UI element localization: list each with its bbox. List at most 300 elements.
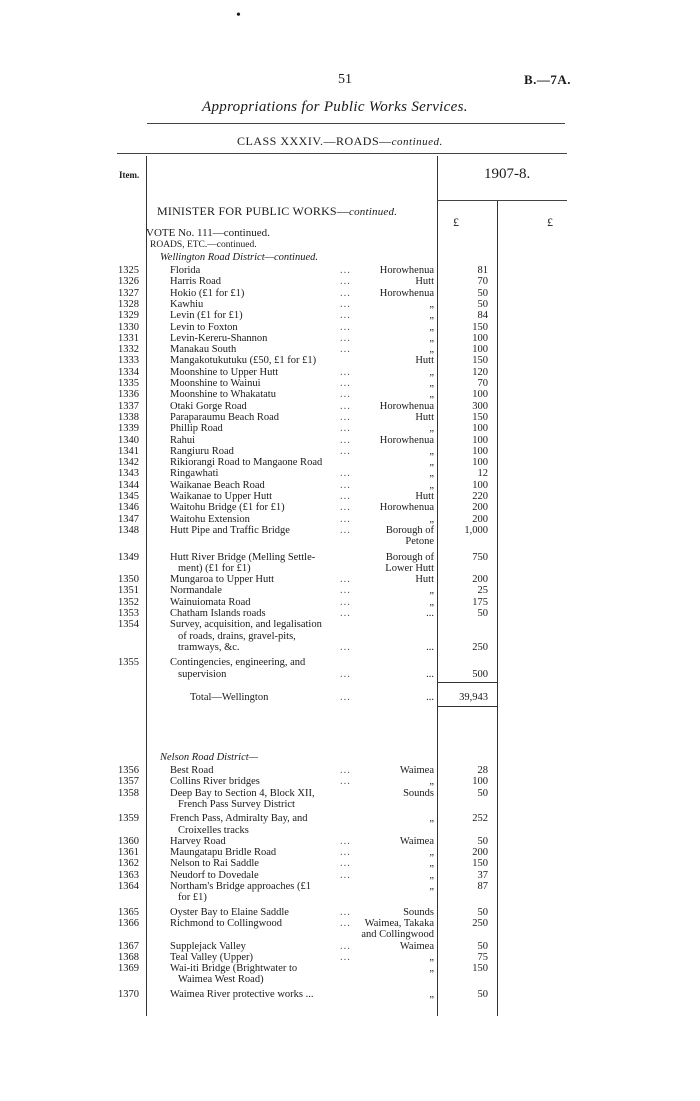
item-description: Oyster Bay to Elaine Saddle xyxy=(170,906,289,918)
item-description: Wai-iti Bridge (Brightwater to xyxy=(170,963,298,975)
item-description: Maungatapu Bridle Road xyxy=(170,847,277,859)
item-number: 1333 xyxy=(118,355,139,367)
table-row xyxy=(0,858,700,870)
item-location: „ xyxy=(429,596,434,608)
table-row xyxy=(0,446,700,458)
item-amount: 150 xyxy=(472,355,488,367)
item-description: Manakau South xyxy=(170,344,237,356)
item-location: „ xyxy=(429,423,434,435)
item-amount: 50 xyxy=(477,906,488,918)
leader-dots: ... xyxy=(340,332,351,344)
item-amount: 175 xyxy=(472,596,488,608)
item-description: Hutt Pipe and Traffic Bridge xyxy=(170,524,290,536)
item-number: 1348 xyxy=(118,524,139,536)
item-location: Petone xyxy=(405,536,434,548)
item-location: ... xyxy=(426,641,434,653)
item-number: 1362 xyxy=(118,858,139,870)
item-location: „ xyxy=(429,321,434,333)
item-number: 1357 xyxy=(118,776,139,788)
table-row xyxy=(0,491,700,503)
leader-dots: ... xyxy=(340,366,351,378)
table-row xyxy=(0,525,700,537)
table-row xyxy=(0,788,700,800)
item-description: Mangakotukutuku (£50, £1 for £1) xyxy=(170,355,317,367)
item-location: Waimea xyxy=(399,835,434,847)
leader-dots: ... xyxy=(340,641,351,653)
table-row xyxy=(0,597,700,609)
item-number: 1343 xyxy=(118,468,139,480)
item-number: 1334 xyxy=(118,366,139,378)
leader-dots: ... xyxy=(340,513,351,525)
item-location: Hutt xyxy=(415,276,434,288)
item-description: French Pass, Admiralty Bay, and xyxy=(170,813,308,825)
item-description: Teal Valley (Upper) xyxy=(170,951,254,963)
item-description: Florida xyxy=(170,265,201,276)
item-location: Hutt xyxy=(415,355,434,367)
item-description: Kawhiu xyxy=(170,298,204,310)
class-subtitle: CLASS XXXIV.—ROADS—continued. xyxy=(237,134,443,148)
item-description: Waitohu Bridge (£1 for £1) xyxy=(170,502,285,514)
pound-header-2: £ xyxy=(547,215,553,229)
item-location: Waimea xyxy=(399,940,434,952)
item-amount: 100 xyxy=(472,479,488,491)
item-description: Mungaroa to Upper Hutt xyxy=(170,574,275,586)
item-amount: 252 xyxy=(472,813,488,825)
item-location: Borough of xyxy=(385,551,434,563)
nelson-heading: Nelson Road District— xyxy=(160,752,259,763)
item-location: „ xyxy=(429,298,434,310)
item-description: Rikiorangi Road to Mangaone Road xyxy=(170,457,323,469)
item-description: tramways, &c. xyxy=(178,641,240,653)
leader-dots: ... xyxy=(340,502,351,514)
leader-dots: ... xyxy=(340,585,351,597)
document-reference: B.—7A. xyxy=(524,72,572,87)
item-description: Paraparaumu Beach Road xyxy=(170,411,280,423)
table-row xyxy=(0,619,700,631)
item-amount: 37 xyxy=(477,869,488,881)
table-row xyxy=(0,963,700,975)
item-location: ... xyxy=(426,668,434,680)
item-amount: 220 xyxy=(472,491,488,502)
item-location: and Collingwood xyxy=(361,929,434,941)
item-description: of roads, drains, gravel-pits, xyxy=(178,630,296,642)
item-number: 1367 xyxy=(118,940,139,952)
item-location: ... xyxy=(426,691,434,703)
total-label: Total—Wellington xyxy=(190,691,269,703)
item-description: Wainuiomata Road xyxy=(170,596,251,608)
table-row xyxy=(0,265,700,277)
table-row xyxy=(0,310,700,322)
item-description: Croixelles tracks xyxy=(178,824,249,836)
table-row xyxy=(0,941,700,953)
table-row xyxy=(0,468,700,480)
leader-dots: ... xyxy=(340,847,351,859)
table-row xyxy=(0,692,700,704)
leader-dots: ... xyxy=(340,411,351,423)
item-number: 1328 xyxy=(118,298,139,310)
leader-dots: ... xyxy=(340,776,351,788)
item-description: Richmond to Collingwood xyxy=(170,917,283,929)
item-amount: 81 xyxy=(477,265,488,276)
item-amount: 50 xyxy=(477,835,488,847)
item-description: Deep Bay to Section 4, Block XII, xyxy=(170,787,315,799)
item-number: 1356 xyxy=(118,765,139,776)
item-location: „ xyxy=(429,847,434,859)
leader-dots: ... xyxy=(340,491,351,502)
item-description: Levin-Kereru-Shannon xyxy=(170,332,268,344)
year-header: 1907-8. xyxy=(484,166,531,182)
item-location: Waimea xyxy=(399,765,434,776)
table-row xyxy=(0,401,700,413)
leader-dots: ... xyxy=(340,276,351,288)
item-amount: 87 xyxy=(477,881,488,892)
table-row xyxy=(0,355,700,367)
item-location: Sounds xyxy=(403,787,434,799)
item-description: Contingencies, engineering, and xyxy=(170,657,306,669)
item-description: French Pass Survey District xyxy=(178,798,295,810)
item-location: Sounds xyxy=(403,906,434,918)
table-row xyxy=(0,836,700,848)
leader-dots: ... xyxy=(340,434,351,446)
item-description: Levin to Foxton xyxy=(170,321,238,333)
table-row xyxy=(0,881,700,893)
table-row xyxy=(0,813,700,825)
leader-dots: ... xyxy=(340,951,351,963)
item-description: Rangiuru Road xyxy=(170,445,234,457)
item-amount: 25 xyxy=(477,585,488,597)
table-row xyxy=(0,288,700,300)
item-number: 1355 xyxy=(118,657,139,669)
item-amount: 1,000 xyxy=(464,524,488,536)
item-location: „ xyxy=(429,332,434,344)
total-bottom-rule xyxy=(437,706,497,707)
item-number: 1364 xyxy=(118,881,139,892)
item-location: Horowhenua xyxy=(379,434,434,446)
vote-heading: VOTE No. 111—continued. xyxy=(146,227,270,239)
leader-dots: ... xyxy=(340,765,351,776)
item-location: „ xyxy=(429,344,434,356)
item-location: Horowhenua xyxy=(379,502,434,514)
table-row xyxy=(0,389,700,401)
item-description: Northam's Bridge approaches (£1 xyxy=(170,881,311,892)
item-number: 1330 xyxy=(118,321,139,333)
item-number: 1366 xyxy=(118,917,139,929)
item-amount: 200 xyxy=(472,574,488,586)
item-amount: 100 xyxy=(472,423,488,435)
item-description: Ringawhati xyxy=(170,468,219,480)
item-amount: 100 xyxy=(472,389,488,401)
table-row xyxy=(0,367,700,379)
item-amount: 100 xyxy=(472,434,488,446)
item-description: Moonshine to Wainui xyxy=(170,378,261,389)
item-amount: 200 xyxy=(472,513,488,525)
item-number: 1349 xyxy=(118,551,139,563)
page-title: Appropriations for Public Works Services. xyxy=(202,99,468,115)
table-row xyxy=(0,952,700,964)
item-location: „ xyxy=(429,881,434,892)
item-amount: 150 xyxy=(472,963,488,975)
item-location: „ xyxy=(429,988,434,1000)
item-number: 1347 xyxy=(118,513,139,525)
leader-dots: ... xyxy=(340,310,351,322)
table-row xyxy=(0,514,700,526)
item-amount: 50 xyxy=(477,298,488,310)
item-description: Normandale xyxy=(170,585,222,597)
item-description: Hokio (£1 for £1) xyxy=(170,287,245,299)
item-location: Hutt xyxy=(415,491,434,502)
item-amount: 50 xyxy=(477,940,488,952)
item-number: 1339 xyxy=(118,423,139,435)
leader-dots: ... xyxy=(340,423,351,435)
page-number: 51 xyxy=(338,72,352,87)
item-number: 1369 xyxy=(118,963,139,975)
table-row xyxy=(0,608,700,620)
table-row xyxy=(0,799,700,811)
title-rule xyxy=(147,123,565,124)
top-dot: • xyxy=(236,8,241,23)
leader-dots: ... xyxy=(340,287,351,299)
table-row xyxy=(0,776,700,788)
table-row xyxy=(0,378,700,390)
item-number: 1336 xyxy=(118,389,139,401)
item-location: Horowhenua xyxy=(379,265,434,276)
item-location: „ xyxy=(429,585,434,597)
table-row xyxy=(0,585,700,597)
item-amount: 70 xyxy=(477,276,488,288)
leader-dots: ... xyxy=(340,906,351,918)
item-number: 1340 xyxy=(118,434,139,446)
item-number: 1354 xyxy=(118,619,139,631)
item-number: 1370 xyxy=(118,988,139,1000)
item-location: „ xyxy=(429,869,434,881)
leader-dots: ... xyxy=(340,468,351,480)
table-row xyxy=(0,657,700,669)
table-row xyxy=(0,536,700,548)
table-row xyxy=(0,847,700,859)
item-amount: 150 xyxy=(472,858,488,870)
item-amount: 250 xyxy=(472,917,488,929)
item-description: Phillip Road xyxy=(170,423,223,435)
item-amount: 50 xyxy=(477,988,488,1000)
item-description: Moonshine to Upper Hutt xyxy=(170,366,279,378)
table-row xyxy=(0,870,700,882)
leader-dots: ... xyxy=(340,869,351,881)
item-amount: 150 xyxy=(472,411,488,423)
item-location: Hutt xyxy=(415,574,434,586)
item-location: „ xyxy=(429,310,434,322)
leader-dots: ... xyxy=(340,940,351,952)
item-number: 1329 xyxy=(118,310,139,322)
item-location: „ xyxy=(429,951,434,963)
table-row xyxy=(0,918,700,930)
item-amount: 100 xyxy=(472,344,488,356)
table-row xyxy=(0,299,700,311)
table-top-rule xyxy=(117,153,567,154)
item-number: 1345 xyxy=(118,491,139,502)
wellington-heading: Wellington Road District—continued. xyxy=(160,252,318,263)
item-location: „ xyxy=(429,389,434,401)
item-amount: 12 xyxy=(477,468,488,480)
item-amount: 100 xyxy=(472,457,488,469)
item-amount: 100 xyxy=(472,445,488,457)
item-description: Waikanae Beach Road xyxy=(170,479,265,491)
leader-dots: ... xyxy=(340,344,351,356)
item-description: Survey, acquisition, and legalisation xyxy=(170,619,322,631)
item-amount: 50 xyxy=(477,608,488,619)
item-description: Collins River bridges xyxy=(170,776,260,788)
table-row xyxy=(0,423,700,435)
table-row xyxy=(0,631,700,643)
item-number: 1332 xyxy=(118,344,139,356)
item-description: Waimea River protective works ... xyxy=(170,988,314,1000)
item-description: Otaki Gorge Road xyxy=(170,400,247,412)
item-description: Harris Road xyxy=(170,276,222,288)
item-number: 1360 xyxy=(118,835,139,847)
item-description: Waikanae to Upper Hutt xyxy=(170,491,273,502)
item-location: „ xyxy=(429,468,434,480)
item-amount: 250 xyxy=(472,641,488,653)
item-description: Nelson to Rai Saddle xyxy=(170,858,259,870)
table-row xyxy=(0,929,700,941)
item-amount: 750 xyxy=(472,551,488,563)
table-row xyxy=(0,457,700,469)
table-row xyxy=(0,276,700,288)
leader-dots: ... xyxy=(340,668,351,680)
leader-dots: ... xyxy=(340,445,351,457)
item-number: 1351 xyxy=(118,585,139,597)
item-location: Horowhenua xyxy=(379,400,434,412)
table-row xyxy=(0,989,700,1001)
leader-dots: ... xyxy=(340,608,351,619)
item-location: „ xyxy=(429,963,434,975)
item-description: for £1) xyxy=(178,892,207,904)
item-amount: 200 xyxy=(472,502,488,514)
leader-dots: ... xyxy=(340,389,351,401)
item-amount: 75 xyxy=(477,951,488,963)
table-row xyxy=(0,480,700,492)
table-row xyxy=(0,563,700,575)
leader-dots: ... xyxy=(340,400,351,412)
item-amount: 28 xyxy=(477,765,488,776)
leader-dots: ... xyxy=(340,298,351,310)
table-row xyxy=(0,344,700,356)
item-description: Rahui xyxy=(170,434,196,446)
table-row xyxy=(0,552,700,564)
item-number: 1346 xyxy=(118,502,139,514)
item-description: Waimea West Road) xyxy=(178,974,264,986)
item-location: „ xyxy=(429,813,434,825)
table-row xyxy=(0,907,700,919)
leader-dots: ... xyxy=(340,835,351,847)
roads-heading: ROADS, ETC.—continued. xyxy=(150,240,257,250)
item-amount: 200 xyxy=(472,847,488,859)
table-row xyxy=(0,892,700,904)
table-row xyxy=(0,502,700,514)
item-location: „ xyxy=(429,513,434,525)
item-number: 1331 xyxy=(118,332,139,344)
item-location: „ xyxy=(429,457,434,469)
leader-dots: ... xyxy=(340,265,351,276)
item-location: Lower Hutt xyxy=(385,562,434,574)
item-location: ... xyxy=(426,608,434,619)
item-number: 1352 xyxy=(118,596,139,608)
item-number: 1353 xyxy=(118,608,139,619)
item-description: ment) (£1 for £1) xyxy=(178,562,251,574)
item-amount: 300 xyxy=(472,400,488,412)
leader-dots: ... xyxy=(340,524,351,536)
item-number: 1365 xyxy=(118,906,139,918)
pound-header-1: £ xyxy=(453,215,459,229)
total-rule xyxy=(437,682,497,683)
item-description: supervision xyxy=(178,668,227,680)
item-number: 1325 xyxy=(118,265,139,276)
item-location: Hutt xyxy=(415,411,434,423)
item-number: 1337 xyxy=(118,400,139,412)
table-row xyxy=(0,322,700,334)
item-location: „ xyxy=(429,776,434,788)
item-location: „ xyxy=(429,479,434,491)
item-number: 1338 xyxy=(118,411,139,423)
table-row xyxy=(0,574,700,586)
item-description: Harvey Road xyxy=(170,835,226,847)
leader-dots: ... xyxy=(340,574,351,586)
table-row xyxy=(0,825,700,837)
item-description: Hutt River Bridge (Melling Settle- xyxy=(170,551,316,563)
year-rule xyxy=(437,200,567,201)
leader-dots: ... xyxy=(340,321,351,333)
item-amount: 70 xyxy=(477,378,488,389)
item-number: 1358 xyxy=(118,787,139,799)
item-number: 1341 xyxy=(118,445,139,457)
item-location: Borough of xyxy=(385,524,434,536)
item-amount: 84 xyxy=(477,310,488,322)
table-row xyxy=(0,642,700,654)
item-number: 1335 xyxy=(118,378,139,389)
item-amount: 50 xyxy=(477,287,488,299)
table-row xyxy=(0,765,700,777)
ministry-heading: MINISTER FOR PUBLIC WORKS—continued. xyxy=(157,204,398,218)
item-description: Best Road xyxy=(170,765,214,776)
item-number: 1361 xyxy=(118,847,139,859)
item-amount: 39,943 xyxy=(459,691,488,703)
leader-dots: ... xyxy=(340,479,351,491)
item-number: 1350 xyxy=(118,574,139,586)
table-row xyxy=(0,412,700,424)
leader-dots: ... xyxy=(340,858,351,870)
item-location: „ xyxy=(429,445,434,457)
item-location: „ xyxy=(429,858,434,870)
item-number: 1368 xyxy=(118,951,139,963)
item-description: Neudorf to Dovedale xyxy=(170,869,259,881)
item-number: 1359 xyxy=(118,813,139,825)
item-number: 1344 xyxy=(118,479,139,491)
leader-dots: ... xyxy=(340,917,351,929)
item-amount: 150 xyxy=(472,321,488,333)
item-number: 1327 xyxy=(118,287,139,299)
item-location: „ xyxy=(429,378,434,389)
item-description: Supplejack Valley xyxy=(170,940,246,952)
item-amount: 50 xyxy=(477,787,488,799)
table-row xyxy=(0,333,700,345)
item-description: Chatham Islands roads xyxy=(170,608,266,619)
item-header: Item. xyxy=(119,170,140,180)
leader-dots: ... xyxy=(340,378,351,389)
item-description: Levin (£1 for £1) xyxy=(170,310,243,322)
item-amount: 500 xyxy=(472,668,488,680)
table-row xyxy=(0,435,700,447)
table-row xyxy=(0,974,700,986)
item-number: 1342 xyxy=(118,457,139,469)
